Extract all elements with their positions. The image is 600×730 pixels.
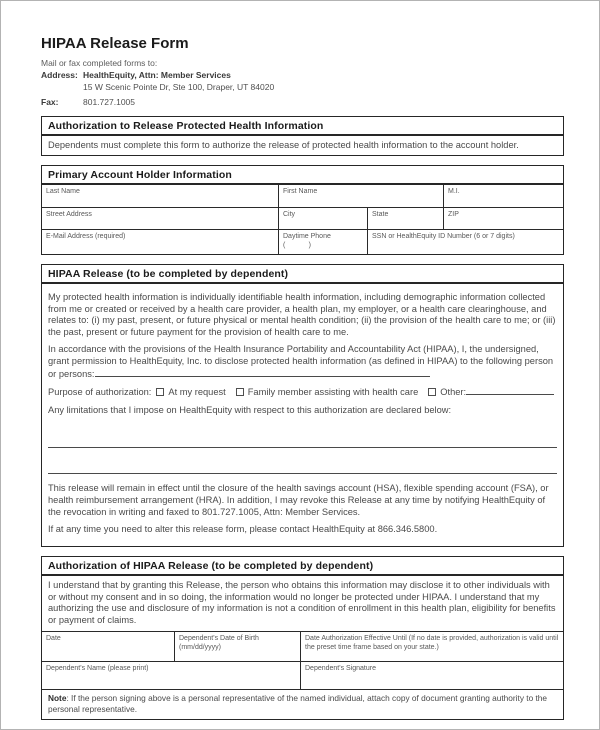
daytime-phone-field[interactable]: [278, 230, 367, 254]
option-family-member: Family member assisting with health care: [247, 387, 419, 398]
fax-number: 801.727.1005: [83, 97, 135, 107]
daytime-phone-label: Daytime Phone: [283, 233, 331, 240]
fax-row: [41, 97, 564, 107]
section-title: HIPAA Release (to be completed by dependent): [42, 265, 563, 284]
address-line2: 15 W Scenic Pointe Dr, Ste 100, Draper, UT 84020: [83, 82, 275, 92]
phone-parentheses: ( ): [283, 242, 311, 250]
persons-input-line[interactable]: [95, 368, 430, 377]
grant-permission-text: In accordance with the provisions of the Health Insurance Portability and Accountability Act (HIPAA), I, the undersigned, grant permission to HealthEquity, Inc. to disclose protected health information (as defined in HIPAA) to the following person or persons:: [48, 344, 554, 379]
section-hipaa-release: [41, 264, 564, 547]
authorization-effective-until-field[interactable]: Date Authorization Effective Until (If no date is provided, authorization is valid until the preset time frame based on your state.): [300, 632, 563, 661]
dependent-name-field[interactable]: Dependent's Name (please print): [46, 665, 149, 673]
email-field[interactable]: E-Mail Address (required): [46, 233, 126, 240]
section-title: Authorization to Release Protected Health Information: [42, 117, 563, 136]
section-authorization-hipaa: [41, 556, 564, 720]
table-row: [42, 229, 563, 254]
table-row: [42, 661, 563, 689]
street-address-field[interactable]: Street Address: [46, 211, 92, 218]
city-field[interactable]: City: [278, 208, 367, 229]
checkbox-family-member[interactable]: [236, 388, 244, 396]
address-row: [41, 70, 564, 80]
section-body-text: Dependents must complete this form to authorize the release of protected health information to the account holder.: [48, 140, 519, 150]
section-authorization-release: [41, 116, 564, 156]
purpose-row: [48, 386, 557, 399]
address-label: Address:: [41, 70, 78, 80]
limitations-line-2[interactable]: [48, 448, 557, 474]
address-row-2: [41, 82, 564, 92]
limitations-intro: Any limitations that I impose on HealthEquity with respect to this authorization are declared below:: [48, 404, 452, 415]
authorization-intro: I understand that by granting this Release, the person who obtains this information may disclose it to other individuals with or without my consent and in so doing, the information would no longer be protected under HIPAA. I understand that my authorizing the use and disclosure of my information is not a condition of enrollment in this health plan, eligibility for benefits or payment of claims.: [48, 579, 556, 625]
last-name-field[interactable]: Last Name: [46, 188, 80, 195]
ssn-field[interactable]: SSN or HealthEquity ID Number (6 or 7 digits): [367, 230, 563, 254]
table-row: [42, 185, 563, 207]
option-other: Other:: [440, 387, 467, 398]
page-title: HIPAA Release Form: [41, 35, 189, 52]
release-paragraph-2: [48, 344, 557, 380]
checkbox-at-my-request[interactable]: [156, 388, 164, 396]
option-at-my-request: At my request: [168, 387, 226, 398]
address-line1: HealthEquity, Attn: Member Services: [83, 70, 231, 80]
section-account-holder: [41, 165, 564, 255]
form-document: [1, 1, 599, 720]
purpose-label: Purpose of authorization:: [48, 387, 152, 398]
release-effect-paragraph: This release will remain in effect until the closure of the health savings account (HSA), flexible spending account (FSA), or health reimbursement arrangement (HRA). In addition, I may revoke this Release at any time by notifying HealthEquity of the revocation in writing and faxed to 801.727.1005, Attn: Member Services.: [48, 483, 549, 517]
mail-instruction: Mail or fax completed forms to:: [41, 58, 158, 68]
dependent-dob-field[interactable]: [174, 632, 300, 661]
zip-field[interactable]: ZIP: [443, 208, 563, 229]
limitations-line-1[interactable]: [48, 422, 557, 448]
first-name-field[interactable]: First Name: [278, 185, 443, 207]
section-title: Authorization of HIPAA Release (to be completed by dependent): [42, 557, 563, 576]
fax-label: Fax:: [41, 97, 59, 107]
checkbox-other[interactable]: [428, 388, 436, 396]
note-row: [42, 689, 563, 719]
dob-label: Dependent's Date of Birth: [179, 635, 259, 643]
dob-format-hint: (mm/dd/yyyy): [179, 644, 221, 652]
state-field[interactable]: State: [367, 208, 443, 229]
date-field[interactable]: Date: [46, 635, 61, 643]
note-text: : If the person signing above is a personal representative of the named individual, attach copy of document granting authority to the personal representative.: [48, 693, 548, 715]
release-paragraph-1: My protected health information is individually identifiable health information, including demographic information collected from me or created or received by a health care provider, a health plan, my employer, or a health care clearinghouse, and relates to: (i) my past, present, or future physical or mental health condition; (ii) the provision of the health care to me; or (iii) the past, present or future payment for the provision of health care to me.: [48, 292, 556, 337]
dependent-signature-field[interactable]: Dependent's Signature: [300, 662, 563, 689]
middle-initial-field[interactable]: M.I.: [443, 185, 563, 207]
note-label: Note: [48, 693, 67, 704]
section-title: Primary Account Holder Information: [42, 166, 563, 185]
table-row: [42, 207, 563, 229]
contact-paragraph: If at any time you need to alter this release form, please contact HealthEquity at 866.346.5800.: [48, 524, 438, 535]
table-row: [42, 631, 563, 661]
other-input-line[interactable]: [466, 386, 554, 395]
